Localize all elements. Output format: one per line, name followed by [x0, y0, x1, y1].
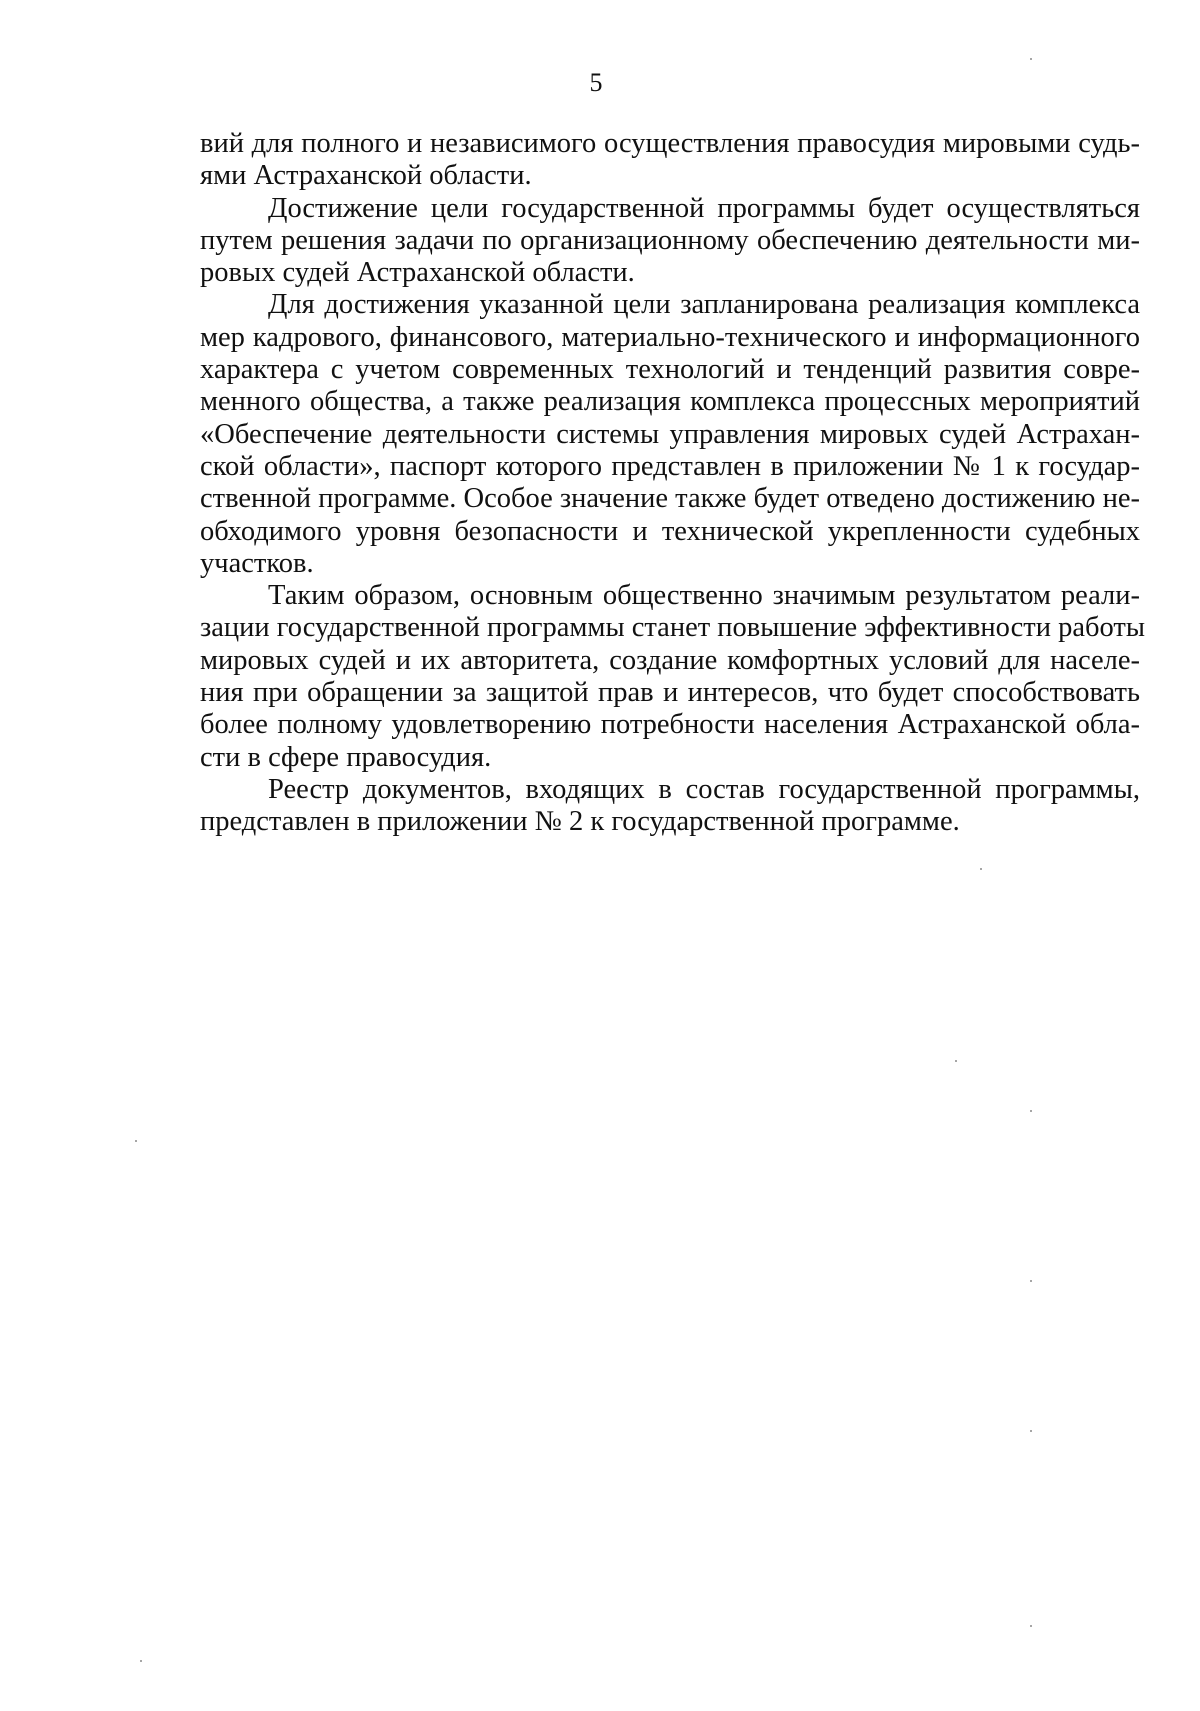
- text-line: обходимого уровня безопасности и технической укрепленности судебных: [200, 515, 1140, 547]
- scan-speck: [955, 1060, 957, 1062]
- scan-speck: [1030, 1280, 1032, 1282]
- scan-speck: [135, 1140, 137, 1142]
- text-line: Реестр документов, входящих в состав государственной программы,: [268, 773, 1140, 805]
- scan-speck: [1030, 1625, 1032, 1627]
- paragraph-continuation: [200, 128, 1140, 193]
- text-line: вий для полного и независимого осуществления правосудия мировыми судь-: [200, 128, 1140, 159]
- text-line: представлен в приложении № 2 к государственной программе.: [200, 806, 960, 838]
- paragraph-measures: [200, 289, 1140, 580]
- scan-speck: [140, 1660, 142, 1662]
- scan-speck: [1030, 1430, 1032, 1432]
- text-line: ния при обращении за защитой прав и интересов, что будет способствовать: [200, 677, 1140, 709]
- text-line: Таким образом, основным общественно значимым результатом реали-: [268, 580, 1140, 612]
- text-line: ями Астраханской области.: [200, 160, 532, 192]
- text-line: ственной программе. Особое значение также будет отведено достижению не-: [200, 483, 1140, 515]
- text-line: мировых судей и их авторитета, создание комфортных условий для населе-: [200, 644, 1140, 676]
- text-line: ровых судей Астраханской области.: [200, 257, 635, 289]
- scan-speck: [1030, 58, 1032, 60]
- document-body: [200, 128, 1145, 839]
- text-line: «Обеспечение деятельности системы управления мировых судей Астрахан-: [200, 418, 1140, 450]
- scan-speck: [980, 868, 982, 870]
- paragraph-registry: [200, 774, 1140, 839]
- text-line: ской области», паспорт которого представлен в приложении № 1 к государ-: [200, 450, 1140, 482]
- text-line: мер кадрового, финансового, материально-технического и информационного: [200, 321, 1140, 353]
- paragraph-result: [200, 580, 1145, 774]
- text-line: характера с учетом современных технологий и тенденций развития совре-: [200, 354, 1140, 386]
- text-line: более полному удовлетворению потребности населения Астраханской обла-: [200, 709, 1140, 741]
- text-line: зации государственной программы станет повышение эффективности работы: [200, 612, 1145, 644]
- text-line: Достижение цели государственной программы будет осуществляться: [268, 192, 1140, 224]
- text-line: Для достижения указанной цели запланирована реализация комплекса: [268, 289, 1140, 321]
- text-line: менного общества, а также реализация комплекса процессных мероприятий: [200, 386, 1140, 418]
- paragraph-goal-achievement: [200, 193, 1140, 290]
- text-line: сти в сфере правосудия.: [200, 741, 492, 773]
- page-number: 5: [589, 68, 603, 97]
- text-line: участков.: [200, 547, 314, 579]
- scan-speck: [1030, 1110, 1032, 1112]
- text-line: путем решения задачи по организационному обеспечению деятельности ми-: [200, 224, 1140, 256]
